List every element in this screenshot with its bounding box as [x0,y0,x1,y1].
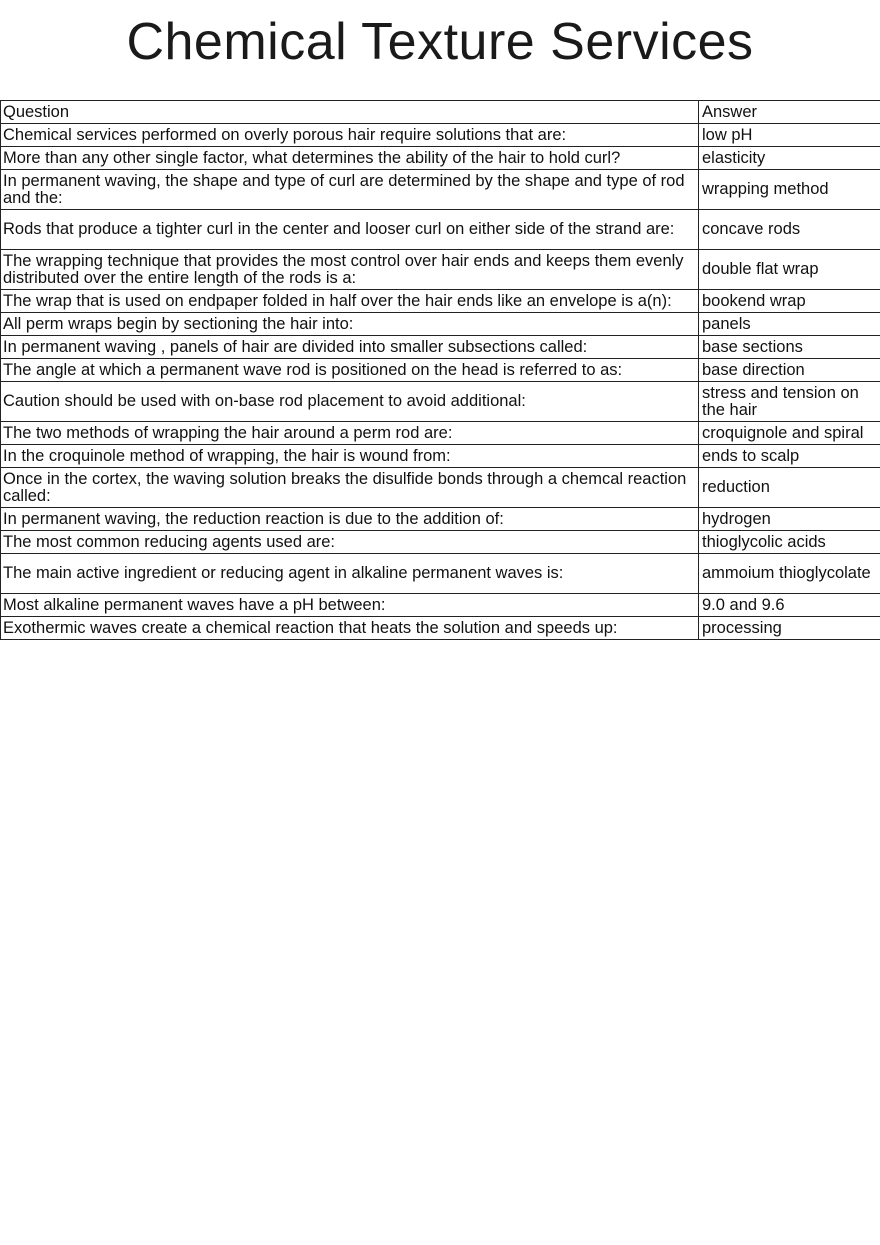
question-cell: Caution should be used with on-base rod placement to avoid additional: [1,382,699,422]
answer-cell: panels [699,313,880,336]
answer-cell: double flat wrap [699,250,880,290]
table-row [1,508,880,531]
question-cell: In permanent waving, the shape and type of curl are determined by the shape and type of rod and the: [1,170,699,210]
answer-cell: base direction [699,359,880,382]
table-row [1,382,880,422]
question-cell: In permanent waving, the reduction reaction is due to the addition of: [1,508,699,531]
answer-cell: stress and tension on the hair [699,382,880,422]
table-row [1,617,880,640]
table-header-row [1,101,880,124]
table-row [1,531,880,554]
question-cell: Chemical services performed on overly porous hair require solutions that are: [1,124,699,147]
question-cell: Most alkaline permanent waves have a pH between: [1,594,699,617]
answer-cell: croquignole and spiral [699,422,880,445]
answer-cell: elasticity [699,147,880,170]
question-cell: In permanent waving , panels of hair are divided into smaller subsections called: [1,336,699,359]
page-title: Chemical Texture Services [126,13,754,71]
answer-cell: concave rods [699,210,880,250]
answer-cell: 9.0 and 9.6 [699,594,880,617]
answer-cell: wrapping method [699,170,880,210]
question-cell: The most common reducing agents used are: [1,531,699,554]
answer-cell: ends to scalp [699,445,880,468]
qa-table-body [1,101,880,640]
table-row [1,468,880,508]
qa-table [0,100,880,640]
answer-cell: ammoium thioglycolate [699,554,880,594]
question-cell: The wrapping technique that provides the most control over hair ends and keeps them evenly distributed over the entire length of the rods is a: [1,250,699,290]
answer-cell: hydrogen [699,508,880,531]
table-row [1,170,880,210]
table-row [1,554,880,594]
table-row [1,147,880,170]
answer-cell: base sections [699,336,880,359]
table-row [1,250,880,290]
table-row [1,422,880,445]
answer-cell: thioglycolic acids [699,531,880,554]
question-cell: The two methods of wrapping the hair around a perm rod are: [1,422,699,445]
question-cell: Exothermic waves create a chemical reaction that heats the solution and speeds up: [1,617,699,640]
answer-cell: processing [699,617,880,640]
question-cell: The main active ingredient or reducing agent in alkaline permanent waves is: [1,554,699,594]
question-cell: All perm wraps begin by sectioning the hair into: [1,313,699,336]
question-cell: Rods that produce a tighter curl in the center and looser curl on either side of the strand are: [1,210,699,250]
question-column-header: Question [1,101,699,124]
table-row [1,290,880,313]
table-row [1,594,880,617]
question-cell: In the croquinole method of wrapping, the hair is wound from: [1,445,699,468]
question-cell: The angle at which a permanent wave rod is positioned on the head is referred to as: [1,359,699,382]
table-row [1,124,880,147]
answer-column-header: Answer [699,101,880,124]
question-cell: More than any other single factor, what determines the ability of the hair to hold curl? [1,147,699,170]
question-cell: Once in the cortex, the waving solution breaks the disulfide bonds through a chemcal reaction called: [1,468,699,508]
table-row [1,336,880,359]
answer-cell: bookend wrap [699,290,880,313]
table-row [1,313,880,336]
table-row [1,445,880,468]
answer-cell: reduction [699,468,880,508]
answer-cell: low pH [699,124,880,147]
table-row [1,210,880,250]
table-row [1,359,880,382]
question-cell: The wrap that is used on endpaper folded in half over the hair ends like an envelope is a(n): [1,290,699,313]
